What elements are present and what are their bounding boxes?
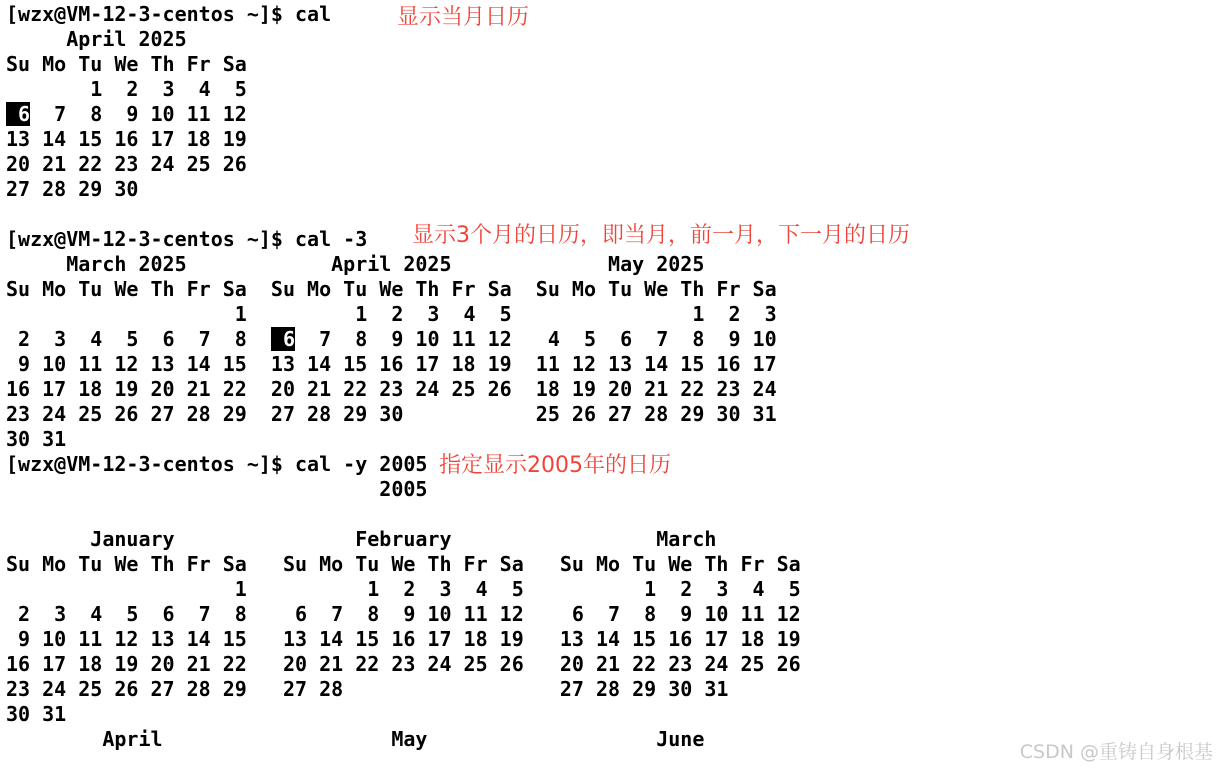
terminal-line: 27 28 29 30 — [6, 177, 139, 201]
terminal-line: 30 31 — [6, 427, 67, 451]
terminal-line: 23 24 25 26 27 28 29 27 28 27 28 29 30 31 — [6, 677, 729, 701]
terminal-line: 16 17 18 19 20 21 22 20 21 22 23 24 25 26 20 21 22 23 24 25 26 — [6, 652, 801, 676]
terminal-text: 2 3 4 5 6 7 8 — [6, 327, 271, 351]
terminal-line: 20 21 22 23 24 25 26 — [6, 152, 247, 176]
terminal-line: April 2025 — [6, 27, 187, 51]
terminal-line — [6, 502, 1006, 527]
terminal-line: [wzx@VM-12-3-centos ~]$ cal -y 2005 — [6, 452, 428, 476]
annotation-current-month: 显示当月日历 — [397, 5, 530, 30]
terminal-line: 1 1 2 3 4 5 1 2 3 — [6, 302, 777, 326]
today-highlight: 6 — [270, 327, 295, 351]
terminal-line: 9 10 11 12 13 14 15 13 14 15 16 17 18 19 13 14 15 16 17 18 19 — [6, 627, 801, 651]
terminal-text: 7 8 9 10 11 12 4 5 6 7 8 9 10 — [295, 327, 777, 351]
terminal-line: 16 17 18 19 20 21 22 20 21 22 23 24 25 26 18 19 20 21 22 23 24 — [6, 377, 777, 401]
terminal-line: 1 1 2 3 4 5 1 2 3 4 5 — [6, 577, 801, 601]
terminal-line: 13 14 15 16 17 18 19 — [6, 127, 247, 151]
terminal-line: 2 3 4 5 6 7 8 6 7 8 9 10 11 12 6 7 8 9 10 11 12 — [6, 602, 801, 626]
terminal-line: Su Mo Tu We Th Fr Sa — [6, 52, 247, 76]
terminal-line: 1 2 3 4 5 — [6, 77, 247, 101]
annotation-three-months: 显示3个月的日历，即当月，前一月，下一月的日历 — [412, 223, 910, 248]
terminal-line: Su Mo Tu We Th Fr Sa Su Mo Tu We Th Fr Sa Su Mo Tu We Th Fr Sa — [6, 552, 801, 576]
terminal-line: March 2025 April 2025 May 2025 — [6, 252, 705, 276]
today-highlight: 6 — [6, 102, 31, 126]
terminal-line: [wzx@VM-12-3-centos ~]$ cal — [6, 2, 332, 26]
terminal-line: Su Mo Tu We Th Fr Sa Su Mo Tu We Th Fr Sa Su Mo Tu We Th Fr Sa — [6, 277, 777, 301]
terminal-line: 30 31 — [6, 702, 67, 726]
annotation-year-2005: 指定显示2005年的日历 — [439, 453, 671, 478]
terminal-line: [wzx@VM-12-3-centos ~]$ cal -3 — [6, 227, 368, 251]
terminal-line — [6, 327, 1006, 352]
terminal-output — [6, 2, 1006, 762]
watermark: CSDN @重铸自身根基 — [1019, 741, 1213, 763]
terminal-line — [6, 102, 1006, 127]
terminal-text: 7 8 9 10 11 12 — [30, 102, 247, 126]
terminal-line: 23 24 25 26 27 28 29 27 28 29 30 25 26 27 28 29 30 31 — [6, 402, 777, 426]
terminal-line: 2005 — [6, 477, 428, 501]
terminal-line: January February March — [6, 527, 717, 551]
terminal-line: April May June — [6, 727, 705, 751]
terminal-line: 9 10 11 12 13 14 15 13 14 15 16 17 18 19 11 12 13 14 15 16 17 — [6, 352, 777, 376]
